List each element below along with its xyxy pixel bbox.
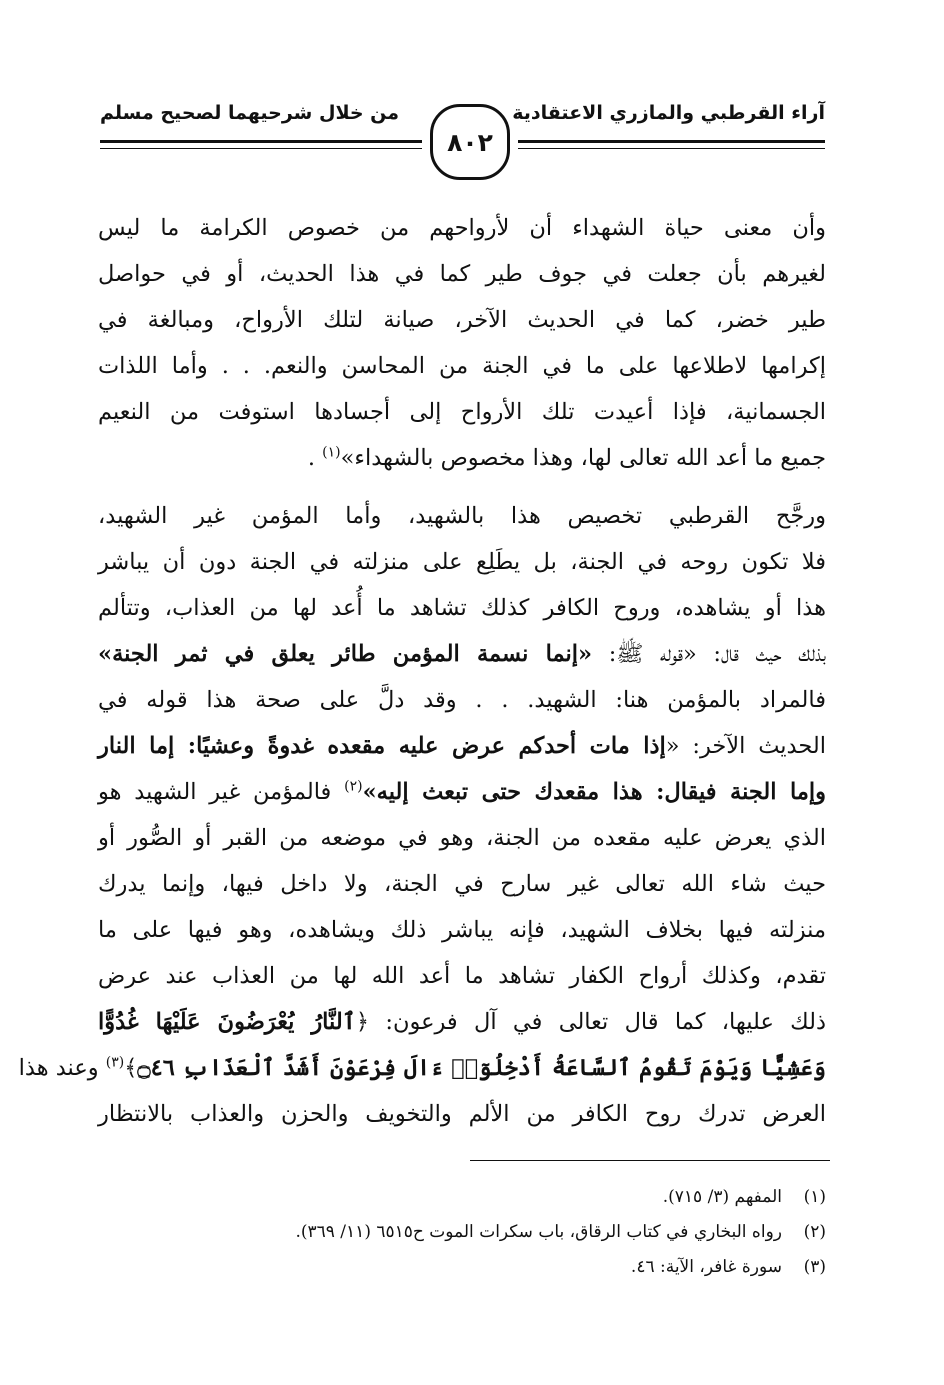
text-line: جميع ما أعد الله تعالى لها، وهذا مخصوص بالشهداء»$^{(١)}$ . (307, 444, 826, 471)
book-subtitle: من خلال شرحيهما لصحيح مسلم (100, 102, 400, 124)
header-rule-left-thin (100, 148, 422, 149)
text-line: وأن معنى حياة الشهداء أن لأرواحهم من خصوص الكرامة ما ليس (98, 215, 826, 241)
quran-verse: وَعَشِيًّا وَيَوْمَ تَقُومُ ٱلسَّاعَةُ أَدْخِلُوٓا۟ ءَالَ فِرْعَوْنَ أَشَدَّ ٱلْعَذَابِ ۝٤٦ (137, 1055, 826, 1081)
text-line (18, 1045, 826, 1091)
hadith-quote: «إنما نسمة المؤمن طائر يعلق في ثمر الجنة» (98, 641, 593, 667)
quran-verse: ٱلنَّارُ يُعْرَضُونَ عَلَيْهَا غُدُوًّا (98, 1009, 356, 1035)
text-line: لغيرهم بأن جعلت في جوف طير كما في هذا الحديث، أو في حواصل (98, 261, 826, 287)
footnote-separator (470, 1160, 830, 1161)
main-text (18, 205, 827, 1137)
hadith-quote: وإما الجنة فيقال: هذا مقعدك حتى تبعث إليه» (362, 779, 826, 805)
text-line: فلا تكون روحه في الجنة، بل يطَلِع على منزلته في الجنة دون أن يباشر (98, 549, 826, 575)
header-rule-right-thin (518, 148, 825, 149)
text-line (98, 631, 826, 677)
paragraph-gap (98, 481, 826, 493)
header-rule-left-thick (100, 140, 422, 143)
text-line: فالمراد بالمؤمن هنا: الشهيد. . . وقد دلَّ على صحة هذا قوله في (98, 687, 826, 713)
book-title: آراء القرطبي والمازري الاعتقادية (512, 102, 825, 124)
text-line (98, 999, 826, 1045)
text-line: الجسمانية، فإذا أعيدت تلك الأرواح إلى أجسادها استوفت من النعيم (98, 399, 826, 425)
text-line: طير خضر، كما في الحديث الآخر، صيانة لتلك الأرواح، ومبالغة في (98, 307, 826, 333)
footnotes (98, 1180, 826, 1285)
page-number: ٨٠٢ (430, 104, 510, 180)
text-line: إكرامها لاطلاعها على ما في الجنة من المحاسن والنعم. . . وأما اللذات (98, 353, 826, 379)
footnote-ref: (٣) (105, 1054, 125, 1071)
hadith-quote: إذا مات أحدكم عرض عليه مقعده غدوةً وعشيًا: إما النار (98, 733, 666, 759)
text-line: العرض تدرك روح الكافر من الألم والتخويف والحزن والعذاب بالانتظار (98, 1101, 826, 1127)
footnote (98, 1215, 826, 1250)
footnote (98, 1250, 826, 1285)
text-fragment: وعند هذا (18, 1055, 106, 1081)
text-fragment: ﴾ (124, 1055, 138, 1081)
text-line: الذي يعرض عليه مقعده من الجنة، وهو في موضعه من القبر أو الصُّور أو (98, 825, 826, 851)
footnote-ref: (٢) (344, 778, 363, 795)
footnote-ref: (١) (322, 444, 341, 461)
footnote-number: (٢) (803, 1222, 826, 1242)
text-line: هذا أو يشاهده، وروح الكافر كذلك تشاهد ما أُعد لها من العذاب، وتتألم (98, 595, 826, 621)
text-line: ورجَّح القرطبي تخصيص هذا بالشهيد، وأما المؤمن غير الشهيد، (98, 503, 826, 529)
text-fragment: الحديث الآخر: « (665, 733, 826, 759)
text-line: حيث شاء الله تعالى غير سارح في الجنة، ولا داخل فيها، وإنما يدرك (98, 871, 826, 897)
footnote-text: رواه البخاري في كتاب الرقاق، باب سكرات الموت ح٦٥١٥ (١١/ ٣٦٩). (295, 1222, 782, 1242)
text-fragment: ذلك عليها، كما قال تعالى في آل فرعون: ﴿ (355, 1009, 827, 1035)
text-line (98, 723, 826, 769)
footnote-text: المفهم (٣/ ٧١٥). (662, 1187, 782, 1207)
text-fragment: فالمؤمن غير الشهيد هو (98, 779, 345, 805)
text-fragment: بذلك حيث قال: «قوله ﷺ: (592, 641, 827, 667)
text-fragment: جميع ما أعد الله تعالى لها، وهذا مخصوص بالشهداء» (340, 445, 826, 471)
footnote-text: سورة غافر، الآية: ٤٦. (630, 1257, 782, 1277)
header-rule-right-thick (518, 140, 825, 143)
text-line: تقدم، وكذلك أرواح الكفار تشاهد ما أعد الله لها من العذاب عند عرض (98, 963, 826, 989)
footnote (98, 1180, 826, 1215)
text-line (98, 769, 826, 815)
footnote-number: (١) (803, 1187, 826, 1207)
text-line: منزلته فيها بخلاف الشهيد، فإنه يباشر ذلك ويشاهده، وهو فيها على ما (98, 917, 826, 943)
footnote-number: (٣) (803, 1257, 826, 1277)
